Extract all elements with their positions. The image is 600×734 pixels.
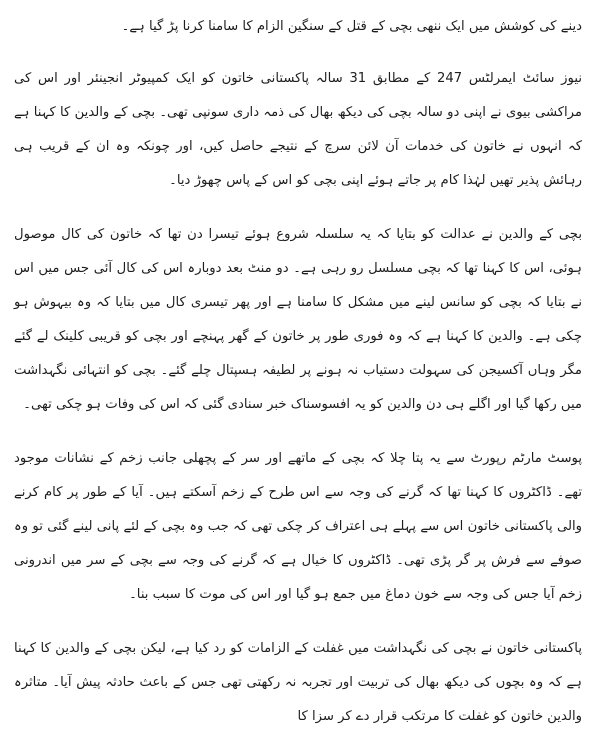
article-paragraph-5: پاکستانی خاتون نے بچی کی نگہداشت میں غفلت کے الزامات کو رد کیا ہے، لیکن بچی کے والدین کا کہنا ہے کہ وہ بچوں کی دیکھ بھال کی تربیت اور تجربہ نہ رکھتی تھی جس کے باعث حادثہ پیش آیا۔ متاثرہ والدین خاتون کو غفلت کا مرتکب قرار دے کر سزا کا	[14, 641, 582, 724]
article-paragraph-3: بچی کے والدین نے عدالت کو بتایا کہ یہ سلسلہ شروع ہوئے تیسرا دن تھا کہ خاتون کی کال موصول ہوئی، اس کا کہنا تھا کہ بچی مسلسل رو رہی ہے۔ دو منٹ بعد دوبارہ اس کی کال آئی جس میں اس نے بتایا کہ بچی کو سانس لینے میں مشکل کا سامنا ہے اور پھر تیسری کال میں بتایا کہ وہ بیہوش ہو چکی ہے۔ والدین کا کہنا ہے کہ وہ فوری طور پر خاتون کے گھر پہنچے اور بچی کو قریبی کلینک لے گئے مگر وہاں آکسیجن کی سہولت دستیاب نہ ہونے پر لطیفہ ہسپتال چلے گئے۔ بچی کو انتہائی نگہداشت میں رکھا گیا اور اگلے ہی دن والدین کو یہ افسوسناک خبر سنادی گئی کہ اس کی وفات ہو چکی تھی۔	[14, 227, 582, 412]
article-paragraph-1: دینے کی کوشش میں ایک ننھی بچی کے قتل کے سنگین الزام کا سامنا کرنا پڑ گیا ہے۔	[121, 19, 582, 34]
article-paragraph-2: نیوز سائٹ ایمرلٹس 247 کے مطابق 31 سالہ پاکستانی خاتون کو ایک کمپیوٹر انجینئر اور اس کی مراکشی بیوی نے اپنی دو سالہ بچی کی دیکھ بھال کی ذمہ داری سونپی تھی۔ بچی کے والدین کا کہنا ہے کہ انہوں نے خاتون کی خدمات آن لائن سرچ کے نتیجے حاصل کیں، اور چونکہ وہ ان کے قریب ہی رہائش پذیر تھیں لہٰذا کام پر جاتے ہوئے اپنی بچی کو اس کے پاس چھوڑ دیا۔	[14, 71, 582, 188]
article-paragraph-4: پوسٹ مارٹم رپورٹ سے یہ پتا چلا کہ بچی کے ماتھے اور سر کے پچھلی جانب زخم کے نشانات موجود تھے۔ ڈاکٹروں کا کہنا تھا کہ گرنے کی وجہ سے اس طرح کے زخم آسکتے ہیں۔ آیا کے طور پر کام کرنے والی پاکستانی خاتون اس سے پہلے ہی اعتراف کر چکی تھی کہ جب وہ بچی کے لئے پانی لینے گئی تو وہ صوفے سے فرش پر گر پڑی تھی۔ ڈاکٹروں کا خیال ہے کہ گرنے کی وجہ سے بچی کے سر میں اندرونی زخم آیا جس کی وجہ سے خون دماغ میں جمع ہو گیا اور اس کی موت کا سبب بنا۔	[14, 451, 582, 602]
